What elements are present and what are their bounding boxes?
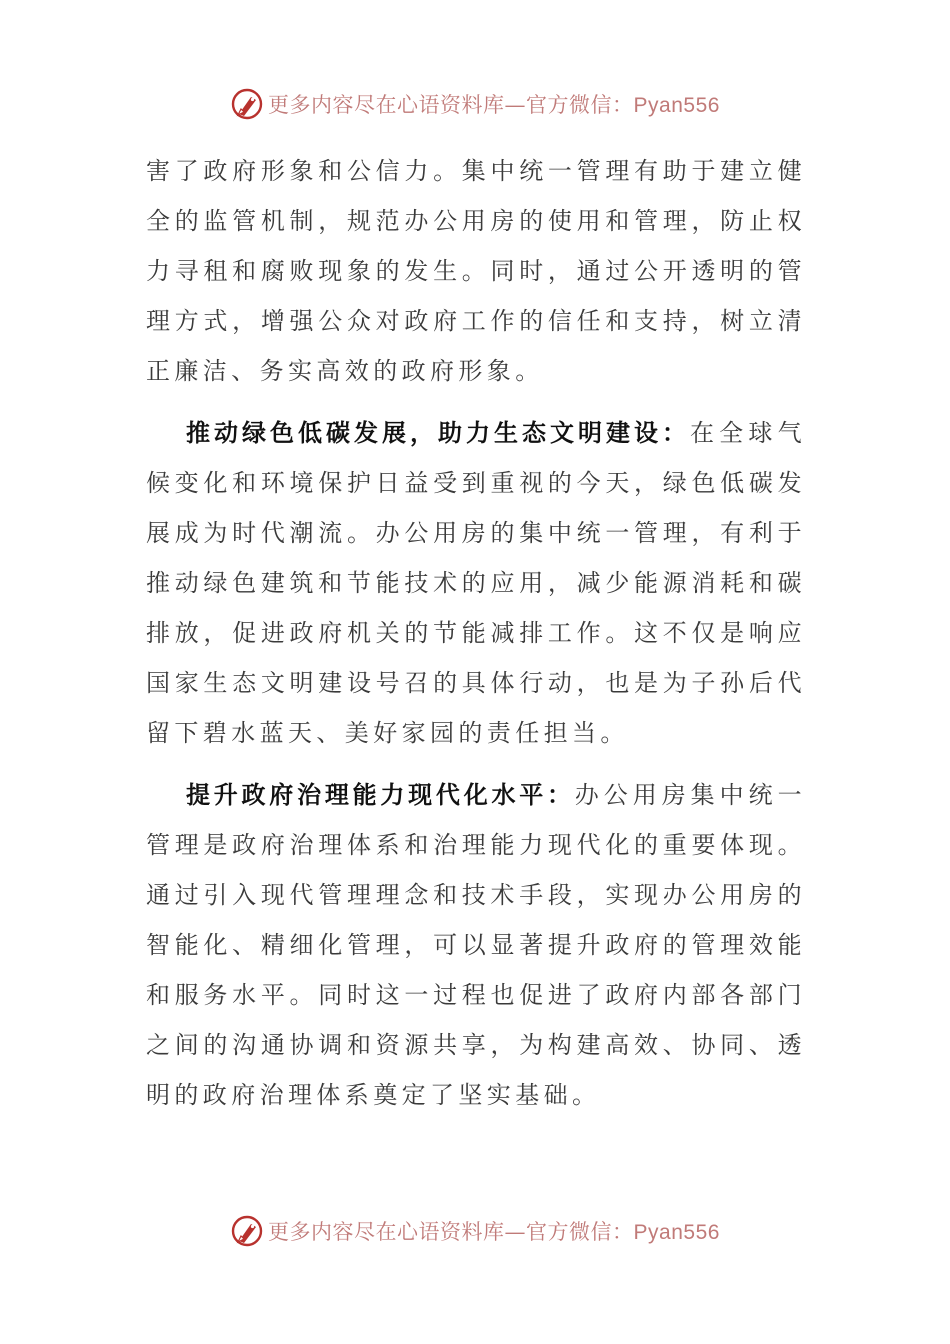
footer-banner [0,1211,950,1251]
paragraph-3 [146,770,806,1120]
paragraph-text: 办公用房集中统一管理是政府治理体系和治理能力现代化的重要体现。通过引入现代管理理念和技术手段，实现办公用房的智能化、精细化管理，可以显著提升政府的管理效能和服务水平。同时这一过程也促进了政府内部各部门之间的沟通协调和资源共享，为构建高效、协同、透明的政府治理体系奠定了坚实基础。 [146,781,806,1109]
wechat-id: Pyan556 [633,1221,720,1244]
document-body [146,146,806,1120]
paragraph-text: 害了政府形象和公信力。集中统一管理有助于建立健全的监管机制，规范办公用房的使用和管理，防止权力寻租和腐败现象的发生。同时，通过公开透明的管理方式，增强公众对政府工作的信任和支持，树立清正廉洁、务实高效的政府形象。 [146,157,806,385]
wechat-id: Pyan556 [633,94,720,117]
pen-nib-icon [230,1214,264,1248]
banner-text: 更多内容尽在心语资料库—官方微信：Pyan556 [268,93,720,117]
header-banner [0,84,950,124]
pen-nib-icon [230,87,264,121]
paragraph-2 [146,408,806,758]
paragraph-text: 在全球气候变化和环境保护日益受到重视的今天，绿色低碳发展成为时代潮流。办公用房的集中统一管理，有利于推动绿色建筑和节能技术的应用，减少能源消耗和碳排放，促进政府机关的节能减排工作。这不仅是响应国家生态文明建设号召的具体行动，也是为子孙后代留下碧水蓝天、美好家园的责任担当。 [146,419,806,747]
paragraph-heading: 推动绿色低碳发展，助力生态文明建设： [186,419,690,447]
banner-text: 更多内容尽在心语资料库—官方微信：Pyan556 [268,1220,720,1244]
paragraph-heading: 提升政府治理能力现代化水平： [186,781,575,809]
paragraph-1 [146,146,806,396]
